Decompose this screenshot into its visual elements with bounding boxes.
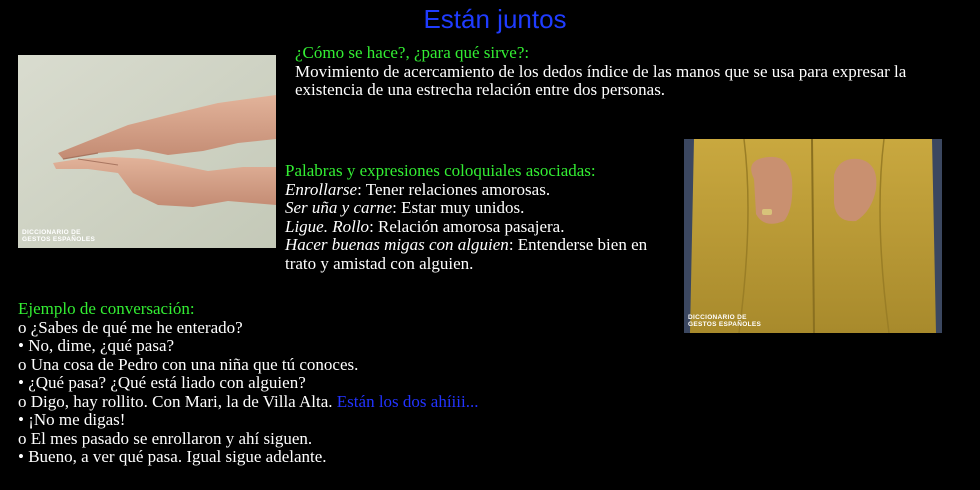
gesture-photo-right [684, 139, 942, 333]
expression-term: Hacer buenas migas con alguien [285, 235, 509, 254]
dictionary-logo [688, 314, 761, 328]
expression-item [285, 236, 675, 273]
dialogue-line: • Bueno, a ver qué pasa. Igual sigue adelante. [18, 447, 327, 466]
expression-item [285, 181, 675, 200]
example-section [18, 300, 658, 467]
logo-line-1: DICCIONARIO DE [22, 229, 81, 236]
expression-term: Ser uña y carne [285, 198, 393, 217]
dialogue-line [18, 393, 658, 412]
expression-term: Ligue. Rollo [285, 216, 370, 236]
logo-line-2: GESTOS ESPAÑOLES [22, 236, 96, 243]
dialogue-line: • ¿Qué pasa? ¿Qué está liado con alguien? [18, 373, 306, 392]
gesture-photo-left [18, 55, 276, 248]
dialogue-line: • ¡No me digas! [18, 410, 126, 429]
expression-definition: : Tener relaciones amorosas. [357, 179, 551, 199]
highlighted-phrase: Están los dos ahíiii... [336, 391, 479, 411]
logo-line-1: DICCIONARIO DE [688, 314, 747, 321]
expression-item [285, 218, 675, 237]
expressions-heading: Palabras y expresiones coloquiales asociadas: [285, 161, 596, 180]
gesture-fingers-image [18, 55, 276, 248]
dictionary-logo [22, 229, 95, 243]
how-section [295, 44, 945, 100]
expression-item [285, 199, 675, 218]
how-heading: ¿Cómo se hace?, ¿para qué sirve?: [295, 43, 530, 62]
gesture-person-image [684, 139, 942, 333]
dialogue-line: o ¿Sabes de qué me he enterado? [18, 317, 243, 337]
example-heading: Ejemplo de conversación: [18, 299, 195, 318]
expressions-section [285, 162, 675, 273]
expression-definition: : Entenderse bien en trato y amistad con alguien. [285, 235, 648, 273]
how-text: Movimiento de acercamiento de los dedos índice de las manos que se usa para expresar la existencia de una estrecha relación entre dos personas. [295, 61, 907, 99]
logo-line-2: GESTOS ESPAÑOLES [688, 321, 762, 328]
expression-definition: : Relación amorosa pasajera. [369, 216, 565, 236]
dialogue-text: o Digo, hay rollito. Con Mari, la de Villa Alta. [18, 391, 333, 411]
expression-term: Enrollarse [285, 179, 358, 199]
dialogue-line: • No, dime, ¿qué pasa? [18, 336, 175, 355]
expression-definition: : Estar muy unidos. [392, 198, 525, 217]
dialogue-line: o El mes pasado se enrollaron y ahí siguen. [18, 428, 313, 448]
dialogue-line: o Una cosa de Pedro con una niña que tú conoces. [18, 354, 359, 374]
page-title: Están juntos [423, 4, 567, 34]
